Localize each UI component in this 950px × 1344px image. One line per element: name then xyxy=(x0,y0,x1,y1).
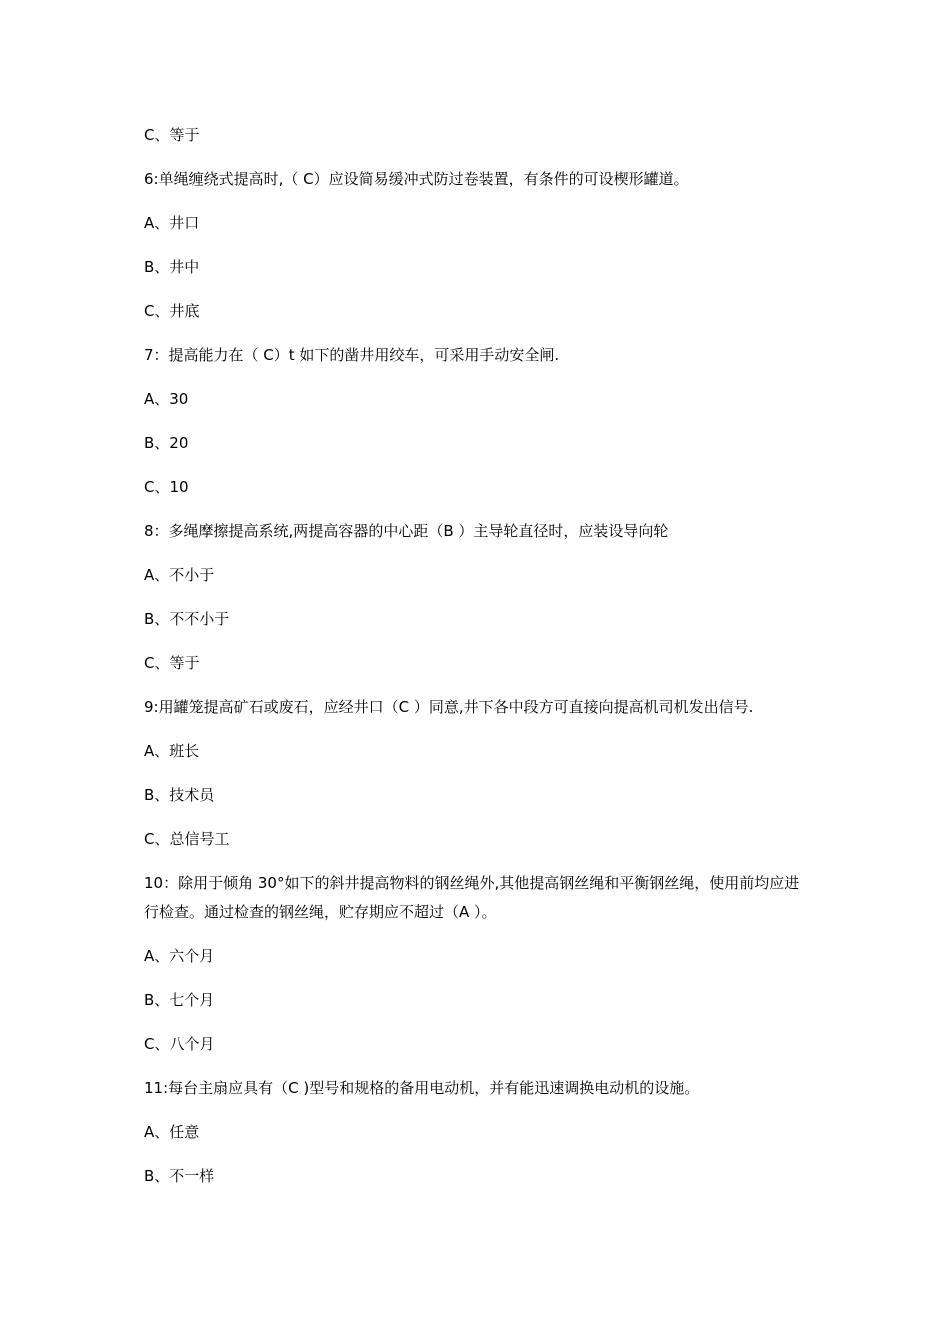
option-a-line: A、井口 xyxy=(144,214,200,232)
option-c-line: C、总信号工 xyxy=(144,830,230,848)
option-c-line: C、井底 xyxy=(144,302,200,320)
option-a-line: A、班长 xyxy=(144,742,200,760)
option-a-line: A、任意 xyxy=(144,1123,200,1141)
option-b-line: B、七个月 xyxy=(144,991,215,1009)
question-11: 11:每台主扇应具有（C )型号和规格的备用电动机，并有能迅速调换电动机的设施。 xyxy=(144,1079,700,1097)
option-b-line: B、不一样 xyxy=(144,1167,215,1185)
option-b-line: B、井中 xyxy=(144,258,200,276)
question-8: 8：多绳摩擦提高系统,两提高容器的中心距（B ）主导轮直径时，应装设导向轮 xyxy=(144,522,669,540)
option-a-line: A、30 xyxy=(144,390,189,408)
question-10: 10：除用于倾角 30°如下的斜井提高物料的钢丝绳外,其他提高钢丝绳和平衡钢丝绳，使用前均应进行检查。通过检查的钢丝绳，贮存期应不超过（A ）。 xyxy=(144,874,800,921)
option-b-line: B、20 xyxy=(144,434,189,452)
document-body xyxy=(144,121,814,1206)
option-c-line: C、等于 xyxy=(144,126,200,144)
option-c-line: C、八个月 xyxy=(144,1035,215,1053)
option-b-line: B、不不小于 xyxy=(144,610,230,628)
option-c-line: C、10 xyxy=(144,478,189,496)
question-9: 9:用罐笼提高矿石或废石，应经井口（C ）同意,井下各中段方可直接向提高机司机发出信号. xyxy=(144,698,754,716)
question-6: 6:单绳缠绕式提高时,（ C）应设简易缓冲式防过卷装置，有条件的可设楔形罐道。 xyxy=(144,170,689,188)
question-7: 7：提高能力在（ C）t 如下的凿井用绞车，可采用手动安全闸. xyxy=(144,346,560,364)
option-c-line: C、等于 xyxy=(144,654,200,672)
option-a-line: A、六个月 xyxy=(144,947,215,965)
option-b-line: B、技术员 xyxy=(144,786,215,804)
option-a-line: A、不小于 xyxy=(144,566,215,584)
